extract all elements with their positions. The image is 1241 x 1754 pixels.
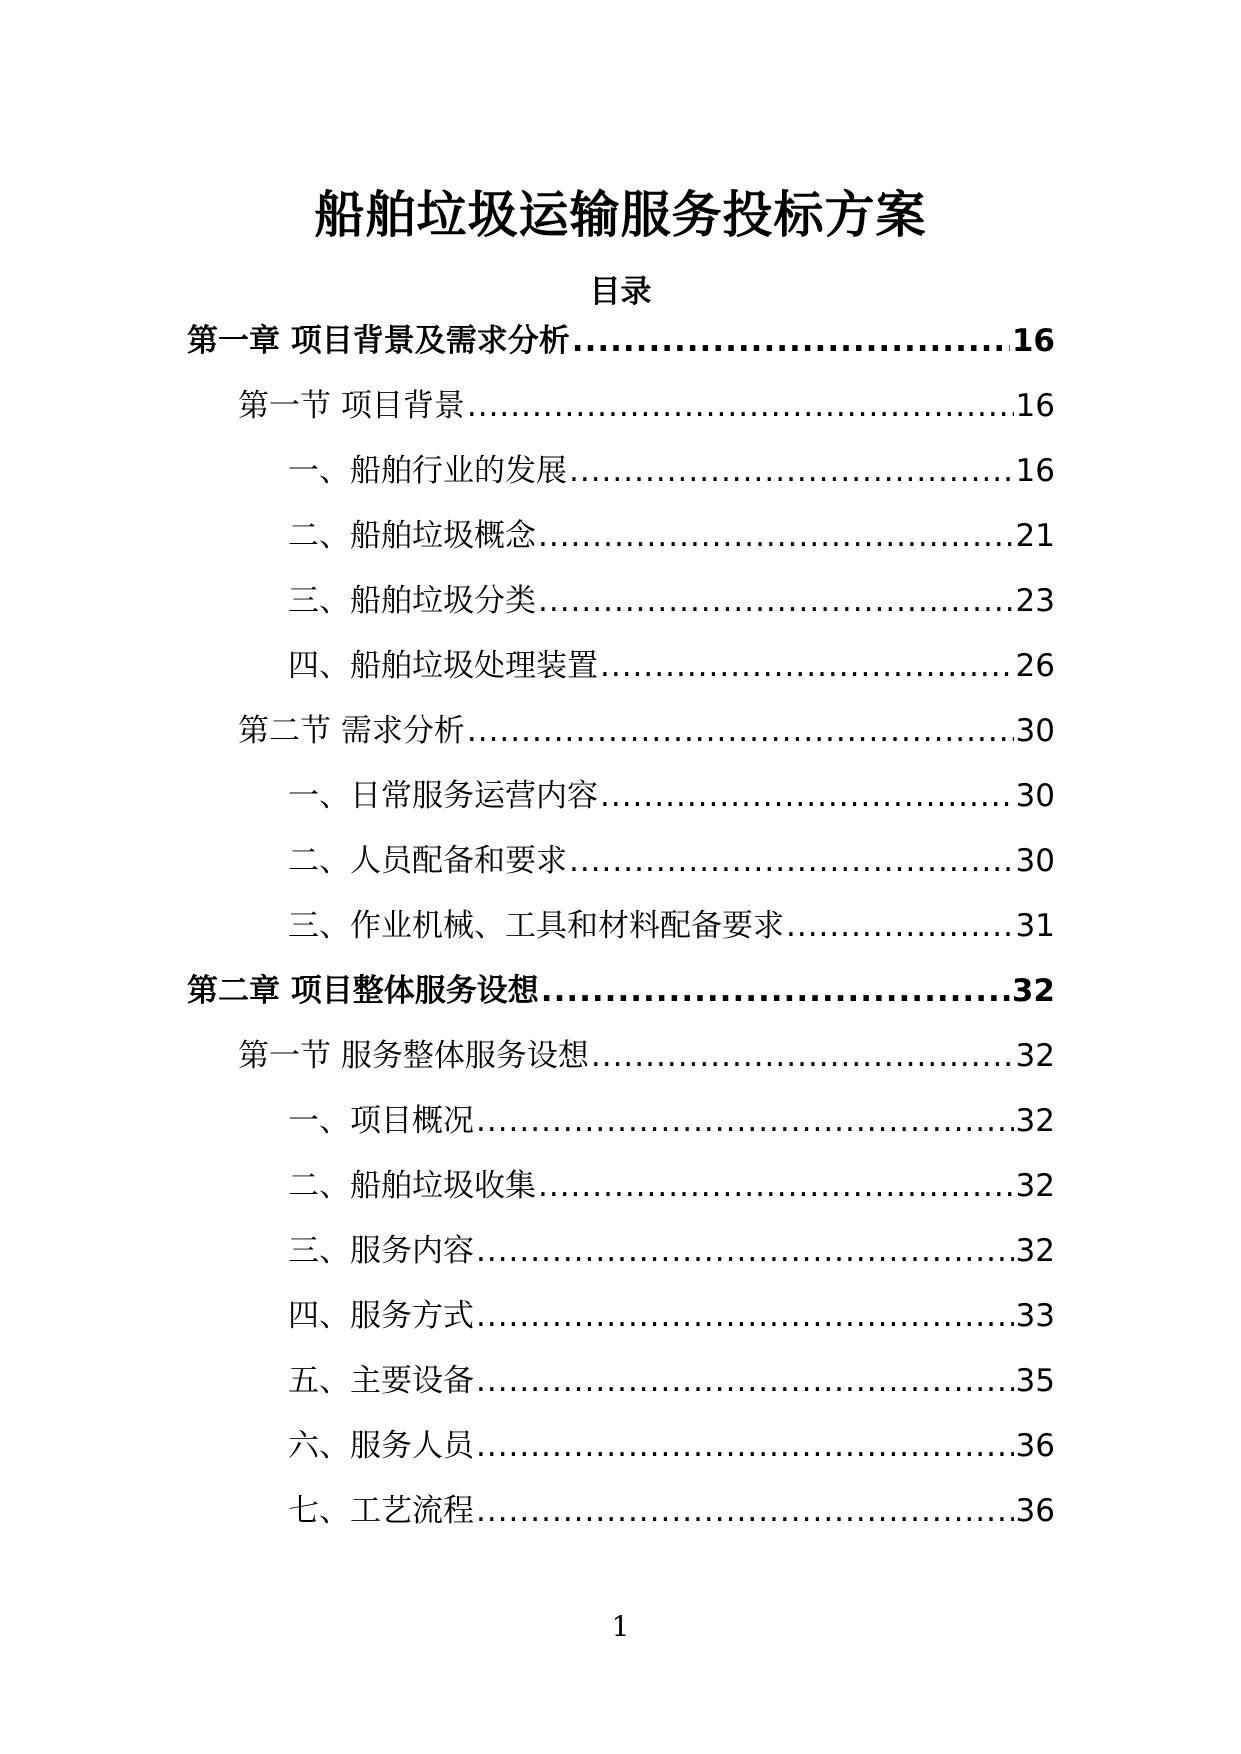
dot-leader [476, 1492, 1014, 1530]
toc-entry[interactable] [187, 647, 1055, 712]
toc-entry[interactable] [187, 582, 1055, 647]
toc-entry-page: 16 [1015, 388, 1055, 424]
toc-entry-label: 一、船舶行业的发展 [288, 453, 567, 489]
dot-leader [786, 907, 1014, 945]
toc-entry-page: 32 [1015, 1168, 1055, 1204]
toc-entry-label: 一、项目概况 [288, 1103, 474, 1139]
dot-leader [569, 452, 1014, 490]
toc-heading: 目录 [589, 274, 652, 310]
toc-entry[interactable] [187, 322, 1055, 387]
page-number: 1 [611, 1610, 630, 1643]
dot-leader [569, 842, 1014, 880]
toc-entry-page: 36 [1015, 1493, 1055, 1529]
toc-entry-label: 三、作业机械、工具和材料配备要求 [288, 908, 784, 944]
toc-entry[interactable] [187, 1037, 1055, 1102]
toc-entry[interactable] [187, 387, 1055, 452]
dot-leader [476, 1362, 1014, 1400]
toc-entry-label: 第一节 服务整体服务设想 [238, 1038, 589, 1074]
toc-entry[interactable] [187, 1427, 1055, 1492]
dot-leader [476, 1297, 1014, 1335]
toc-entry-label: 第一章 项目背景及需求分析 [187, 323, 570, 359]
toc-entry[interactable] [187, 452, 1055, 517]
toc-entry[interactable] [187, 1102, 1055, 1167]
dot-leader [600, 647, 1014, 685]
toc-entry[interactable] [187, 842, 1055, 907]
toc-entry-page: 16 [1011, 323, 1055, 359]
toc-entry-label: 三、服务内容 [288, 1233, 474, 1269]
toc-entry-label: 四、船舶垃圾处理装置 [288, 648, 598, 684]
toc-entry-label: 七、工艺流程 [288, 1493, 474, 1529]
toc-entry-label: 六、服务人员 [288, 1428, 474, 1464]
dot-leader [476, 1102, 1014, 1140]
toc-entry-page: 32 [1015, 1038, 1055, 1074]
dot-leader [538, 517, 1014, 555]
toc-entry-label: 五、主要设备 [288, 1363, 474, 1399]
dot-leader [467, 712, 1014, 750]
toc-entry-label: 三、船舶垃圾分类 [288, 583, 536, 619]
toc-entry[interactable] [187, 1167, 1055, 1232]
toc-entry[interactable] [187, 777, 1055, 842]
toc-entry-page: 33 [1015, 1298, 1055, 1334]
toc-entry-page: 26 [1015, 648, 1055, 684]
toc-entry-page: 30 [1015, 843, 1055, 879]
toc-entry-page: 31 [1015, 908, 1055, 944]
toc-entry-page: 21 [1015, 518, 1055, 554]
toc-entry[interactable] [187, 1232, 1055, 1297]
dot-leader [600, 777, 1014, 815]
toc-entry-label: 四、服务方式 [288, 1298, 474, 1334]
toc-entry-label: 第二节 需求分析 [238, 713, 465, 749]
toc-entry-label: 二、人员配备和要求 [288, 843, 567, 879]
dot-leader [538, 1167, 1014, 1205]
toc-entry[interactable] [187, 1362, 1055, 1427]
toc-entry-label: 二、船舶垃圾概念 [288, 518, 536, 554]
dot-leader [572, 322, 1010, 360]
dot-leader [476, 1232, 1014, 1270]
table-of-contents [187, 322, 1055, 1557]
dot-leader [541, 972, 1010, 1010]
toc-entry-page: 30 [1015, 713, 1055, 749]
toc-entry[interactable] [187, 517, 1055, 582]
toc-entry-page: 36 [1015, 1428, 1055, 1464]
toc-entry-page: 16 [1015, 453, 1055, 489]
toc-entry-page: 32 [1015, 1103, 1055, 1139]
dot-leader [538, 582, 1014, 620]
toc-entry[interactable] [187, 972, 1055, 1037]
toc-entry-label: 二、船舶垃圾收集 [288, 1168, 536, 1204]
document-title: 船舶垃圾运输服务投标方案 [314, 186, 927, 244]
toc-entry-page: 32 [1011, 973, 1055, 1009]
toc-entry-label: 第一节 项目背景 [238, 388, 465, 424]
toc-entry-page: 35 [1015, 1363, 1055, 1399]
toc-entry[interactable] [187, 1492, 1055, 1557]
toc-entry-label: 第二章 项目整体服务设想 [187, 973, 539, 1009]
toc-entry-label: 一、日常服务运营内容 [288, 778, 598, 814]
dot-leader [476, 1427, 1014, 1465]
toc-entry[interactable] [187, 907, 1055, 972]
toc-entry[interactable] [187, 1297, 1055, 1362]
toc-entry[interactable] [187, 712, 1055, 777]
toc-entry-page: 30 [1015, 778, 1055, 814]
toc-entry-page: 23 [1015, 583, 1055, 619]
dot-leader [591, 1037, 1014, 1075]
toc-entry-page: 32 [1015, 1233, 1055, 1269]
dot-leader [467, 387, 1014, 425]
